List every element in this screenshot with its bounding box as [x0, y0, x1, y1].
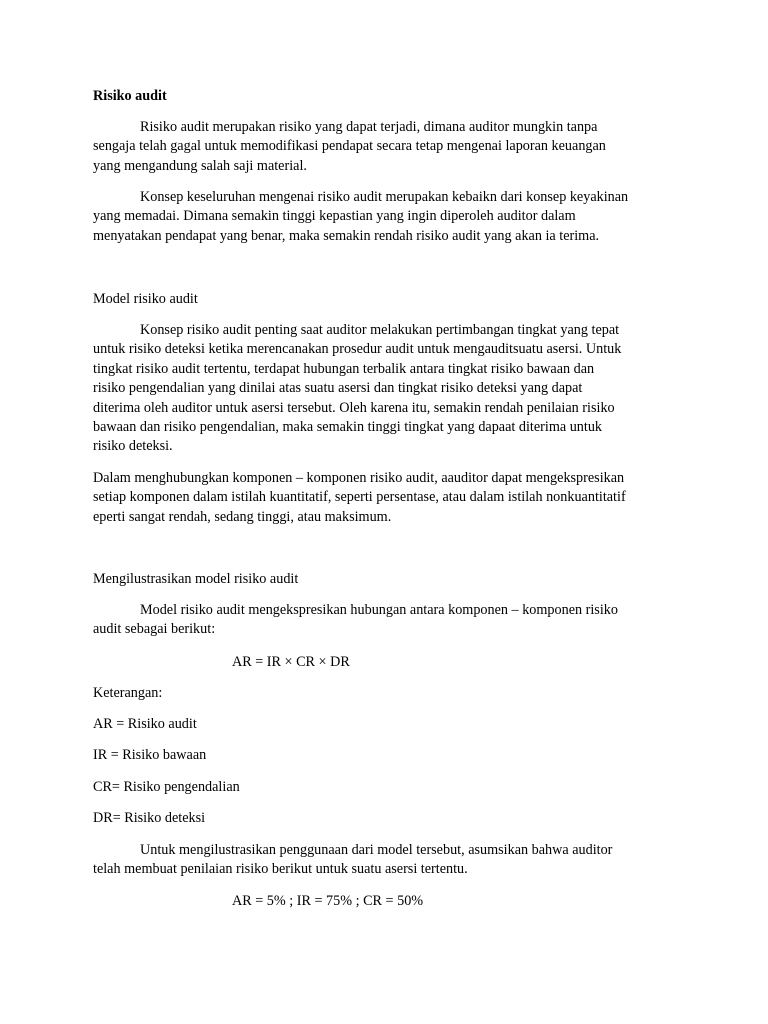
text-line: setiap komponen dalam istilah kuantitatif, seperti persentase, atau dalam istilah nonkuantitatif — [93, 489, 626, 506]
text-line: diterima oleh auditor untuk asersi tersebut. Oleh karena itu, semakin rendah penilaian risiko — [93, 399, 615, 416]
text-line: eperti sangat rendah, sedang tinggi, atau maksimum. — [93, 508, 392, 525]
definition-dr: DR= Risiko deteksi — [93, 810, 206, 826]
text-line: tingkat risiko audit tertentu, terdapat hubungan terbalik antara tingkat risiko bawaan dan — [93, 360, 595, 377]
paragraph-model-intro — [93, 601, 685, 640]
text-line: yang mengandung salah saji material. — [93, 157, 307, 174]
definition-cr: CR= Risiko pengendalian — [93, 779, 240, 795]
text-line: Untuk mengilustrasikan penggunaan dari model tersebut, asumsikan bahwa auditor — [140, 842, 613, 858]
paragraph-risiko-audit-definition — [93, 118, 685, 176]
heading-model-risiko-audit: Model risiko audit — [93, 291, 198, 307]
text-line: menyatakan pendapat yang benar, maka semakin rendah risiko audit yang akan ia terima. — [93, 227, 600, 244]
formula-risk-values: AR = 5% ; IR = 75% ; CR = 50% — [232, 893, 424, 909]
definition-ir: IR = Risiko bawaan — [93, 747, 207, 763]
paragraph-konsep-keseluruhan — [93, 188, 685, 246]
paragraph-illustration — [93, 841, 685, 880]
definition-ar: AR = Risiko audit — [93, 716, 197, 732]
text-line: sengaja telah gagal untuk memodifikasi pendapat secara tetap mengenai laporan keuangan — [93, 138, 606, 155]
text-line: yang memadai. Dimana semakin tinggi kepastian yang ingin diperoleh auditor dalam — [93, 208, 576, 225]
text-line: risiko pengendalian yang dinilai atas suatu asersi dan tingkat risiko deteksi yang dapat — [93, 380, 583, 397]
text-line: audit sebagai berikut: — [93, 621, 216, 638]
text-line: Risiko audit merupakan risiko yang dapat terjadi, dimana auditor mungkin tanpa — [140, 119, 598, 135]
text-line: Konsep keseluruhan mengenai risiko audit merupakan kebaikn dari konsep keyakinan — [140, 189, 629, 205]
paragraph-konsep-risiko-audit — [93, 321, 685, 457]
text-line: bawaan dan risiko pengendalian, maka semakin tinggi tingkat yang dapaat diterima untuk — [93, 419, 603, 436]
text-line: Dalam menghubungkan komponen – komponen risiko audit, aauditor dapat mengekspresikan — [93, 470, 625, 486]
label-keterangan: Keterangan: — [93, 685, 163, 701]
heading-mengilustrasikan-model: Mengilustrasikan model risiko audit — [93, 571, 299, 587]
paragraph-menghubungkan-komponen — [93, 469, 685, 527]
text-line: Konsep risiko audit penting saat auditor melakukan pertimbangan tingkat yang tepat — [140, 322, 620, 338]
heading-risiko-audit: Risiko audit — [93, 88, 167, 104]
text-line: risiko deteksi. — [93, 438, 173, 455]
text-line: telah membuat penilaian risiko berikut untuk suatu asersi tertentu. — [93, 861, 468, 878]
text-line: untuk risiko deteksi ketika merencanakan prosedur audit untuk mengauditsuatu asersi. Untuk — [93, 341, 622, 358]
formula-audit-risk-model: AR = IR × CR × DR — [232, 654, 350, 670]
text-line: Model risiko audit mengekspresikan hubungan antara komponen – komponen risiko — [140, 602, 618, 618]
